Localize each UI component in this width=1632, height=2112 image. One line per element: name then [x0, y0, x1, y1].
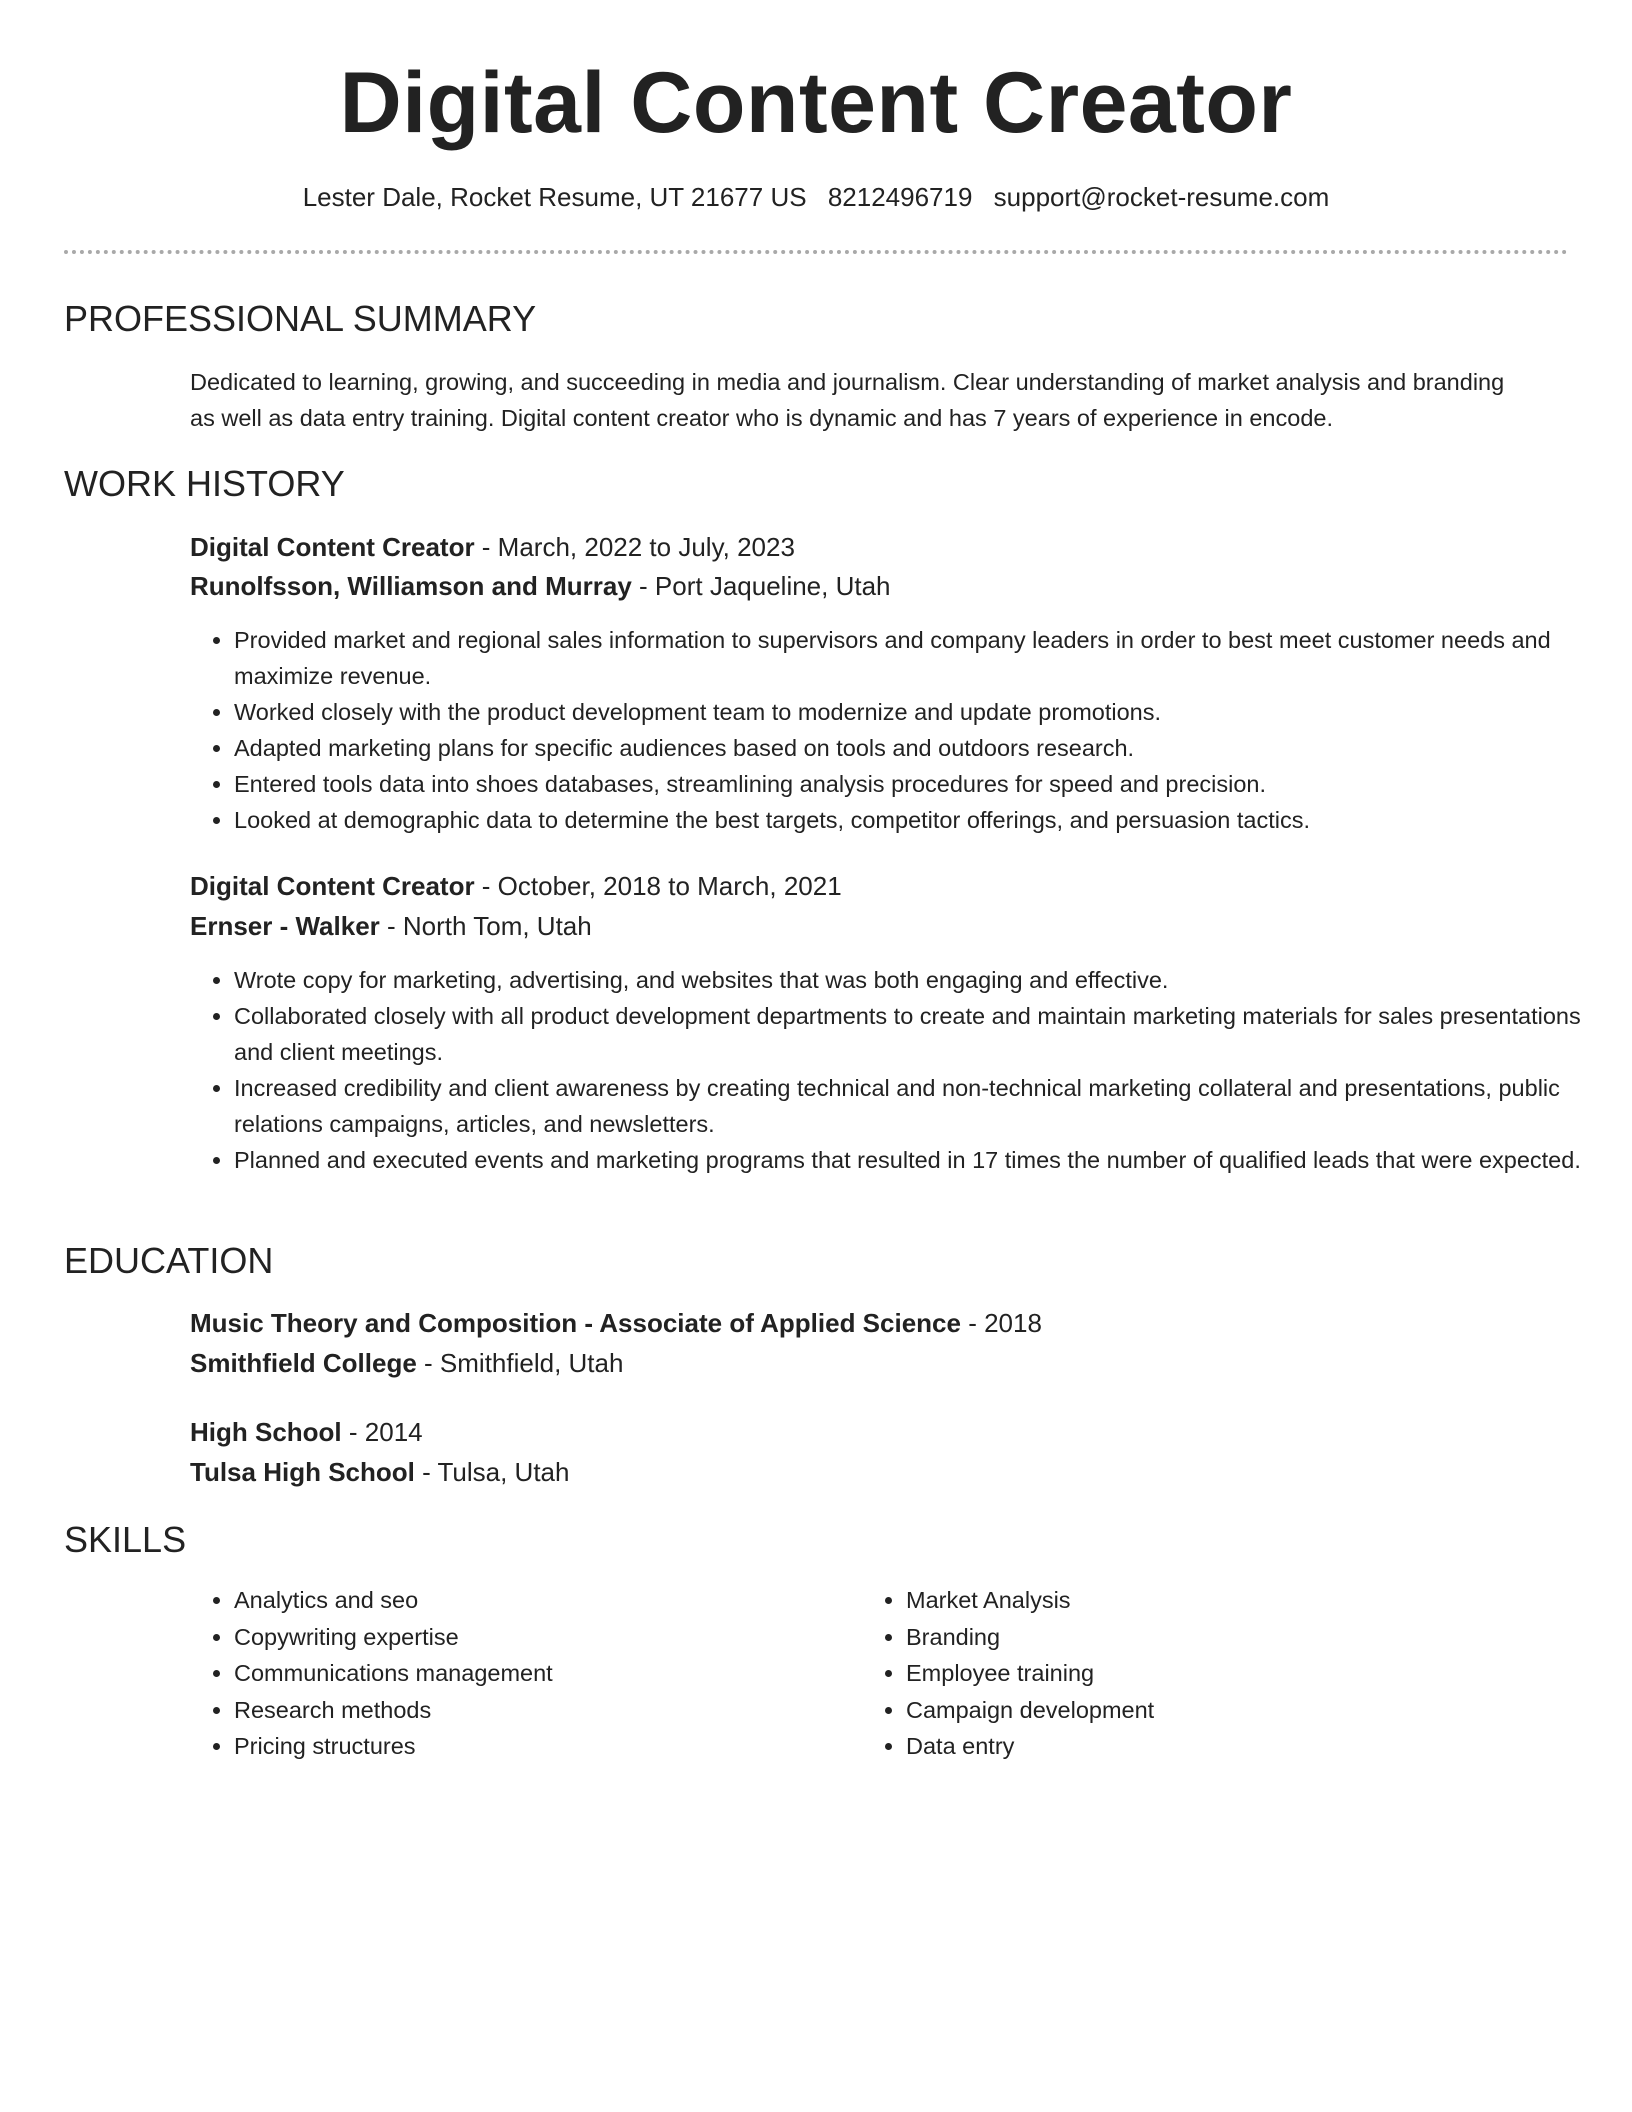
section-title-education: EDUCATION	[64, 1240, 274, 1281]
job-2-company-line	[190, 908, 1550, 944]
skill-item: • Analytics and seo	[234, 1582, 834, 1619]
job-2-title-line	[190, 868, 1550, 904]
contact-phone: 8212496719	[827, 182, 973, 212]
list-item: • Looked at demographic data to determine the best targets, competitor offerings, and persuasion tactics.	[234, 802, 1594, 838]
contact-email: support@rocket-resume.com	[993, 182, 1330, 212]
education-1-school-line	[190, 1345, 1550, 1381]
skill-item: • Employee training	[906, 1655, 1506, 1692]
education-2-degree-line	[190, 1414, 1550, 1450]
education-2-degree: High School	[190, 1417, 342, 1447]
skill-item: • Copywriting expertise	[234, 1619, 834, 1656]
education-1-location: - Smithfield, Utah	[416, 1348, 624, 1378]
section-title-summary: PROFESSIONAL SUMMARY	[64, 298, 537, 339]
job-1-role: Digital Content Creator	[190, 532, 475, 562]
job-1-bullets	[190, 622, 1594, 838]
list-item: • Entered tools data into shoes databases, streamlining analysis procedures for speed and precision.	[234, 766, 1594, 802]
list-item: • Worked closely with the product development team to modernize and update promotions.	[234, 694, 1594, 730]
list-item: • Collaborated closely with all product development departments to create and maintain marketing materials for sales presentations and client meetings.	[234, 998, 1594, 1070]
job-2-dates: - October, 2018 to March, 2021	[474, 871, 842, 901]
contact-address: Lester Dale, Rocket Resume, UT 21677 US	[302, 182, 807, 212]
job-1-title-line	[190, 529, 1550, 565]
skill-item: • Data entry	[906, 1728, 1506, 1765]
skills-list-right	[862, 1582, 1506, 1765]
skills-list-left	[190, 1582, 834, 1765]
job-2-location: - North Tom, Utah	[379, 911, 592, 941]
education-1-school: Smithfield College	[190, 1348, 417, 1378]
education-2-location: - Tulsa, Utah	[414, 1457, 570, 1487]
job-2-company: Ernser - Walker	[190, 911, 380, 941]
education-2-school-line	[190, 1454, 1550, 1490]
section-title-skills: SKILLS	[64, 1519, 187, 1560]
job-1-location: - Port Jaqueline, Utah	[631, 571, 891, 601]
job-2-bullets	[190, 962, 1594, 1178]
list-item: • Adapted marketing plans for specific audiences based on tools and outdoors research.	[234, 730, 1594, 766]
job-1-dates: - March, 2022 to July, 2023	[474, 532, 795, 562]
list-item: • Planned and executed events and marketing programs that resulted in 17 times the number of qualified leads that were expected.	[234, 1142, 1594, 1178]
header-divider	[64, 250, 1568, 254]
education-1-degree: Music Theory and Composition - Associate of Applied Science	[190, 1308, 961, 1338]
skill-item: • Research methods	[234, 1692, 834, 1729]
section-title-work-history: WORK HISTORY	[64, 463, 345, 504]
job-1-company: Runolfsson, Williamson and Murray	[190, 571, 632, 601]
skill-item: • Branding	[906, 1619, 1506, 1656]
skill-item: • Communications management	[234, 1655, 834, 1692]
resume-title: Digital Content Creator	[339, 55, 1293, 151]
education-2-year: - 2014	[341, 1417, 423, 1447]
skill-item: • Pricing structures	[234, 1728, 834, 1765]
education-2-school: Tulsa High School	[190, 1457, 415, 1487]
job-1-company-line	[190, 568, 1550, 604]
list-item: • Increased credibility and client awareness by creating technical and non-technical marketing collateral and presentations, public relations campaigns, articles, and newsletters.	[234, 1070, 1594, 1142]
list-item: • Provided market and regional sales information to supervisors and company leaders in order to best meet customer needs and maximize revenue.	[234, 622, 1594, 694]
education-1-year: - 2018	[960, 1308, 1042, 1338]
job-2-role: Digital Content Creator	[190, 871, 475, 901]
summary-text: Dedicated to learning, growing, and succeeding in media and journalism. Clear understanding of market analysis and branding as well as data entry training. Digital content creator who is dynamic and has 7 years of experience in encode.	[190, 369, 1505, 431]
skill-item: • Market Analysis	[906, 1582, 1506, 1619]
education-1-degree-line	[190, 1305, 1550, 1341]
skill-item: • Campaign development	[906, 1692, 1506, 1729]
list-item: • Wrote copy for marketing, advertising, and websites that was both engaging and effective.	[234, 962, 1594, 998]
contact-line	[0, 182, 1632, 213]
